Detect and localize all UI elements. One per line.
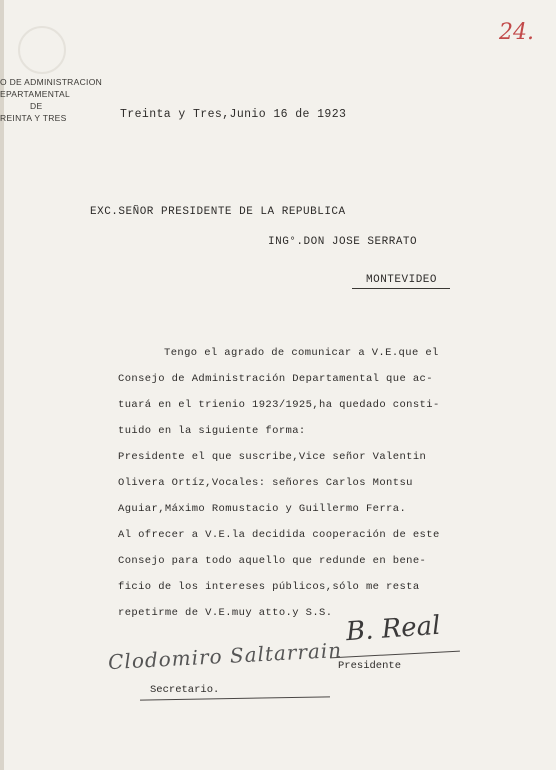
page-number: 24. xyxy=(499,20,534,45)
signature-flourish xyxy=(330,651,460,659)
date-line: Treinta y Tres,Junio 16 de 1923 xyxy=(120,108,347,121)
body-line: Consejo de Administración Departamental que ac- xyxy=(118,373,433,385)
president-signature: B. Real xyxy=(345,610,442,648)
body-line: tuido en la siguiente forma: xyxy=(118,425,306,437)
body-line: repetirme de V.E.muy atto.y S.S. xyxy=(118,607,333,619)
body-line: ficio de los intereses públicos,sólo me resta xyxy=(118,581,420,593)
body-line: Olivera Ortíz,Vocales: señores Carlos Montsu xyxy=(118,477,413,489)
letterhead-line-2: EPARTAMENTAL xyxy=(0,89,71,99)
secretary-signature: Clodomiro Saltarrain xyxy=(107,637,343,675)
addressee-underline xyxy=(352,288,450,289)
president-role: Presidente xyxy=(338,660,402,672)
body-line: Al ofrecer a V.E.la decidida cooperación de este xyxy=(118,529,440,541)
body-line: Aguiar,Máximo Romustacio y Guillermo Ferra. xyxy=(118,503,407,515)
addressee-title: EXC.SEÑOR PRESIDENTE DE LA REPUBLICA xyxy=(90,206,346,218)
embossed-seal xyxy=(18,26,66,74)
body-line: Presidente el que suscribe,Vice señor Valentin xyxy=(118,451,427,463)
letter-body xyxy=(118,340,488,626)
letterhead-line-1: O DE ADMINISTRACION xyxy=(0,77,103,87)
secretary-role: Secretario. xyxy=(150,684,220,696)
body-line: Consejo para todo aquello que redunde en bene- xyxy=(118,555,427,567)
letterhead xyxy=(0,76,102,124)
body-line: Tengo el agrado de comunicar a V.E.que el xyxy=(164,347,439,359)
addressee-city: MONTEVIDEO xyxy=(366,274,438,286)
letterhead-line-4: REINTA Y TRES xyxy=(0,113,67,123)
letterhead-line-3: DE xyxy=(30,101,43,111)
addressee-name: ING°.DON JOSE SERRATO xyxy=(268,236,418,248)
signature-flourish xyxy=(140,696,330,700)
body-line: tuará en el trienio 1923/1925,ha quedado consti- xyxy=(118,399,440,411)
